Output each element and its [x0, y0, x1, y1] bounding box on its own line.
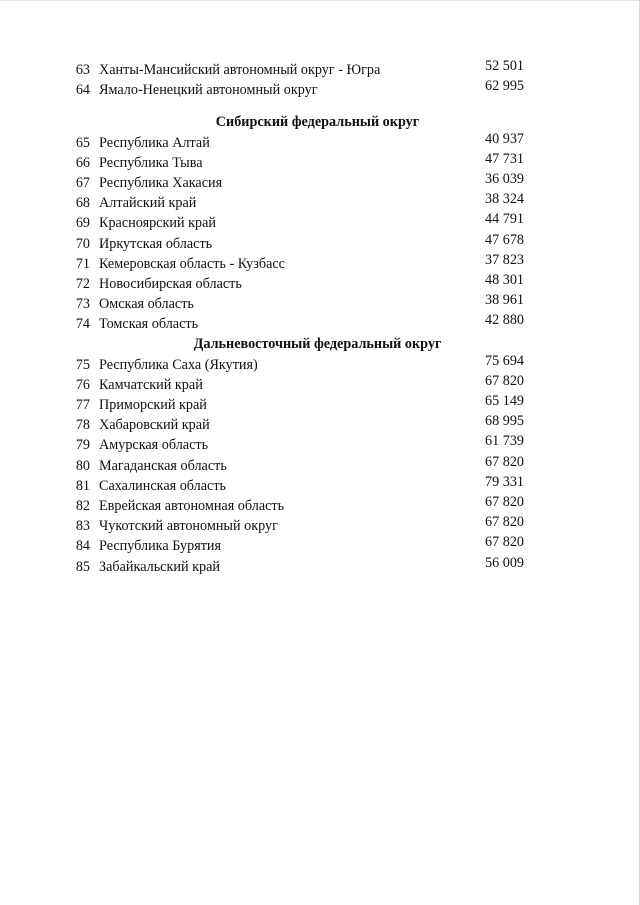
table-row [66, 415, 536, 435]
row-value: 79 331 [484, 473, 524, 490]
row-value: 65 149 [484, 393, 524, 409]
row-number: 84 [75, 538, 90, 555]
row-number: 63 [75, 62, 90, 78]
row-value: 52 501 [484, 58, 524, 74]
section-heading-far-eastern: Дальневосточный федеральный округ [193, 336, 442, 353]
section-heading-siberian: Сибирский федеральный округ [215, 114, 420, 131]
region-name: Чукотский автономный округ [99, 518, 278, 535]
region-name: Еврейская автономная область [99, 497, 285, 514]
table-row [66, 536, 536, 556]
table-row [66, 80, 536, 100]
table-row [66, 150, 536, 173]
region-name: Ямало-Ненецкий автономный округ [99, 82, 318, 99]
region-name: Республика Тыва [99, 154, 203, 171]
region-name: Магаданская область [99, 457, 227, 474]
table-row [66, 130, 536, 153]
row-value: 67 820 [484, 493, 524, 510]
row-number: 83 [75, 518, 90, 535]
row-value: 47 678 [484, 231, 524, 248]
row-value: 38 961 [484, 292, 524, 309]
region-name: Хабаровский край [99, 417, 210, 434]
table-row [66, 294, 536, 314]
row-number: 78 [75, 417, 90, 434]
row-value: 67 820 [484, 514, 524, 531]
table-row [66, 453, 536, 476]
row-value: 44 791 [484, 211, 524, 228]
page-top-edge [0, 0, 640, 1]
row-number: 66 [75, 154, 90, 171]
row-value: 40 937 [484, 130, 524, 147]
row-number: 80 [75, 457, 90, 474]
table-row [66, 170, 536, 193]
table-row [66, 251, 536, 274]
section-gap [66, 100, 536, 112]
region-name: Республика Бурятия [99, 538, 222, 555]
row-value: 75 694 [484, 352, 524, 369]
table-row [66, 493, 536, 516]
row-value: 37 823 [484, 251, 524, 268]
row-number: 68 [75, 195, 90, 212]
region-name: Новосибирская область [99, 275, 242, 292]
table-row [66, 516, 536, 536]
region-name: Забайкальский край [99, 558, 220, 575]
region-name: Республика Алтай [99, 134, 210, 151]
region-name: Сахалинская область [99, 477, 227, 494]
row-value: 67 820 [484, 453, 524, 470]
region-table [66, 60, 536, 577]
table-row [66, 473, 536, 496]
table-row [66, 60, 536, 80]
row-value: 67 820 [484, 372, 524, 389]
row-value: 48 301 [484, 271, 524, 288]
row-value: 67 820 [484, 534, 524, 551]
table-row [66, 372, 536, 395]
row-value: 36 039 [484, 170, 524, 187]
row-number: 79 [75, 437, 90, 454]
row-number: 85 [75, 558, 90, 575]
region-name: Республика Саха (Якутия) [99, 356, 258, 373]
row-value: 61 739 [484, 433, 524, 450]
table-row [66, 554, 536, 577]
row-number: 67 [75, 174, 90, 191]
table-row [66, 314, 536, 334]
row-value: 62 995 [484, 78, 524, 95]
table-row [66, 395, 536, 415]
row-number: 73 [75, 296, 90, 313]
table-row [66, 271, 536, 294]
row-value: 68 995 [484, 413, 524, 430]
row-number: 71 [75, 255, 90, 272]
table-row [66, 352, 536, 375]
region-name: Красноярский край [99, 215, 216, 232]
region-name: Республика Хакасия [99, 174, 223, 191]
table-row [66, 193, 536, 213]
row-number: 82 [75, 497, 90, 514]
region-name: Алтайский край [99, 195, 197, 212]
table-row [66, 435, 536, 455]
row-number: 69 [75, 215, 90, 232]
row-number: 65 [75, 134, 90, 151]
row-number: 70 [75, 235, 90, 252]
row-value: 56 009 [484, 554, 524, 571]
row-number: 74 [75, 316, 90, 333]
row-value: 47 731 [484, 150, 524, 167]
table-row [66, 231, 536, 254]
region-name: Приморский край [99, 397, 207, 413]
region-name: Амурская область [99, 437, 209, 454]
row-value: 38 324 [484, 191, 524, 208]
region-name: Камчатский край [99, 376, 203, 393]
table-row [66, 213, 536, 233]
row-number: 75 [75, 356, 90, 373]
row-number: 72 [75, 275, 90, 292]
region-name: Томская область [99, 316, 199, 333]
region-name: Омская область [99, 296, 194, 313]
row-value: 42 880 [484, 312, 524, 329]
row-number: 81 [75, 477, 90, 494]
row-number: 64 [75, 82, 90, 99]
row-number: 77 [75, 397, 90, 413]
region-name: Ханты-Мансийский автономный округ - Югра [99, 62, 381, 78]
region-name: Иркутская область [99, 235, 213, 252]
row-number: 76 [75, 376, 90, 393]
region-name: Кемеровская область - Кузбасс [99, 255, 285, 272]
